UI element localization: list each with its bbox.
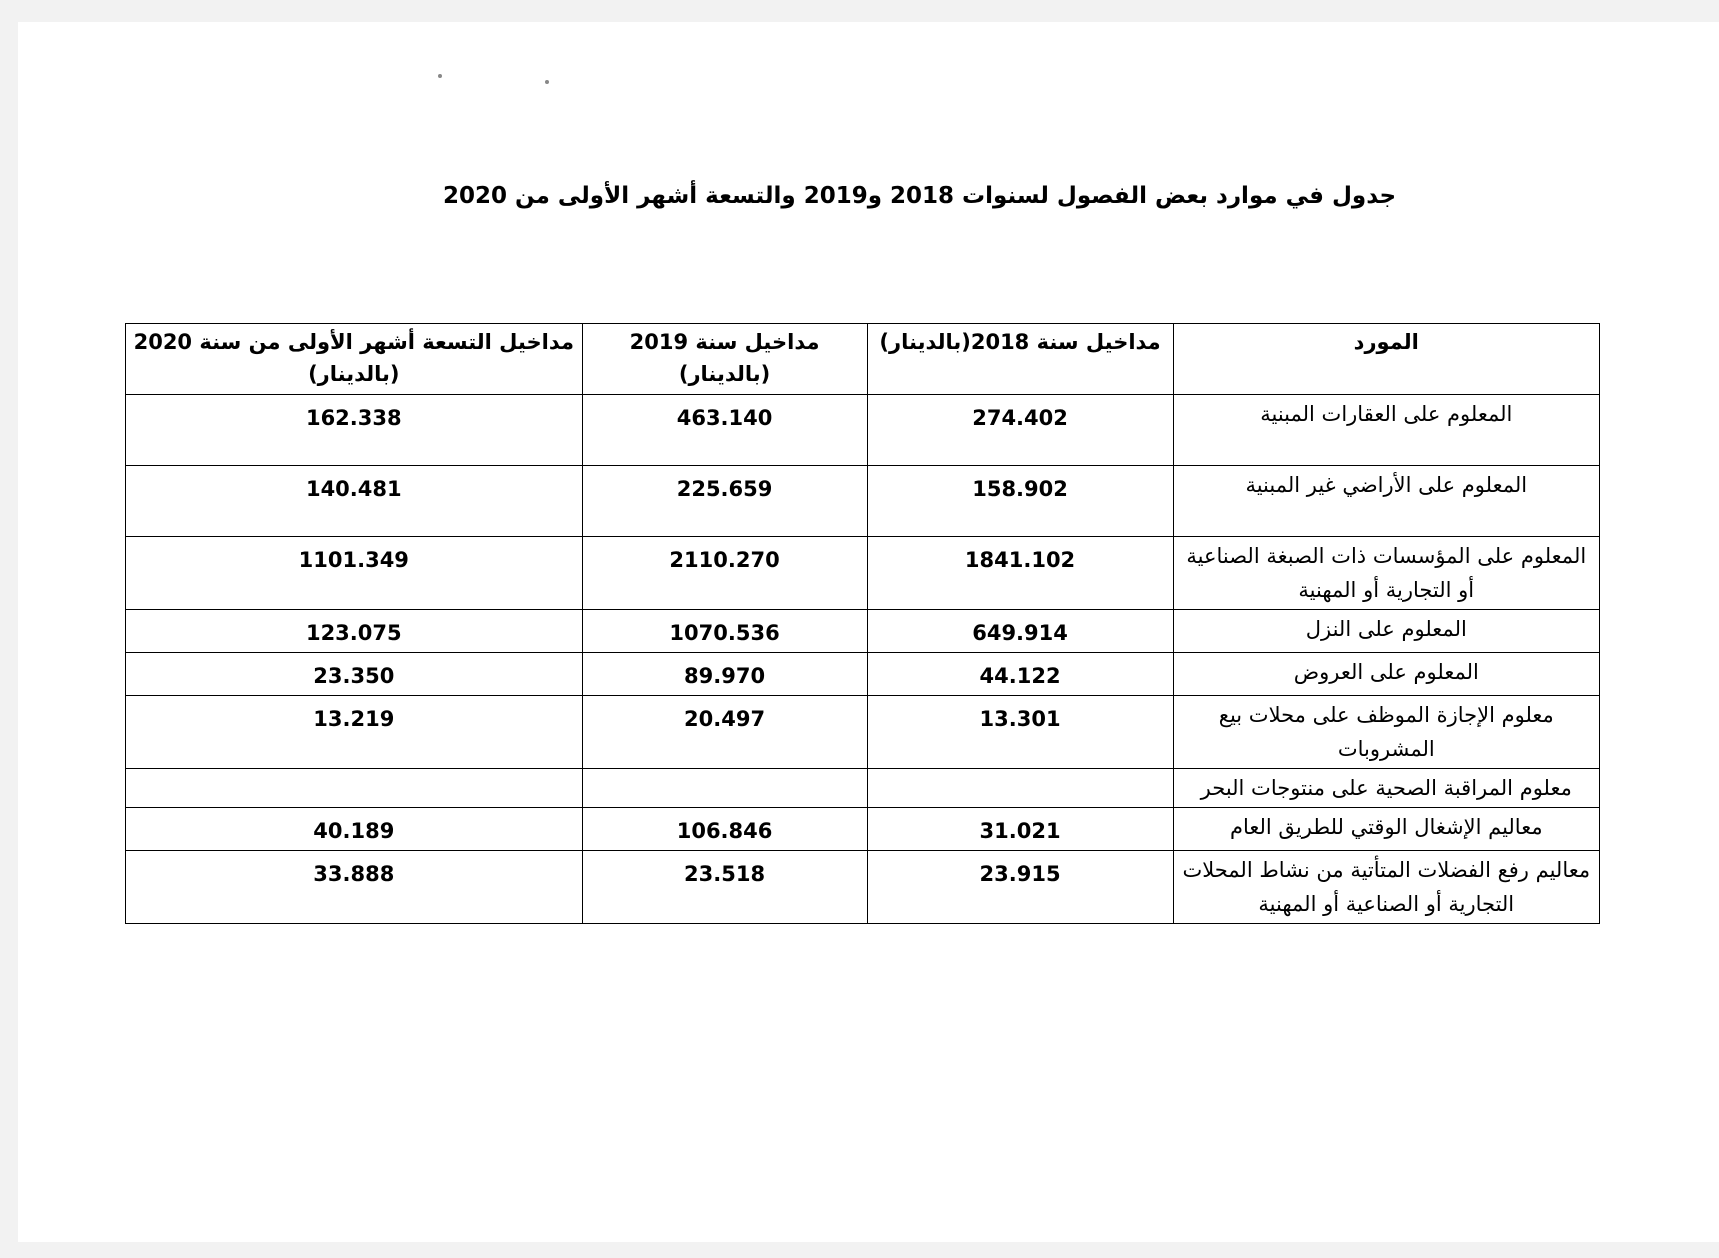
cell-2018: 1841.102 bbox=[867, 537, 1173, 610]
cell-resource: المعلوم على الأراضي غير المبنية bbox=[1173, 466, 1599, 537]
cell-2019: 225.659 bbox=[582, 466, 867, 537]
table-row bbox=[126, 696, 1600, 769]
table-row bbox=[126, 537, 1600, 610]
cell-2019: 106.846 bbox=[582, 808, 867, 851]
header-2020: مداخيل التسعة أشهر الأولى من سنة 2020 (بالدينار) bbox=[126, 324, 583, 395]
cell-2020: 162.338 bbox=[126, 395, 583, 466]
cell-2020: 23.350 bbox=[126, 653, 583, 696]
document-title-text: جدول في موارد بعض الفصول لسنوات 2018 و2019 والتسعة أشهر الأولى من 2020 bbox=[442, 183, 1397, 209]
cell-resource: معاليم رفع الفضلات المتأتية من نشاط المحلات التجارية أو الصناعية أو المهنية bbox=[1173, 851, 1599, 924]
cell-2019 bbox=[582, 769, 867, 808]
cell-2020 bbox=[126, 769, 583, 808]
table-row bbox=[126, 769, 1600, 808]
cell-2018: 649.914 bbox=[867, 610, 1173, 653]
cell-2019: 2110.270 bbox=[582, 537, 867, 610]
table-row bbox=[126, 466, 1600, 537]
table-row bbox=[126, 808, 1600, 851]
scan-speck bbox=[438, 74, 442, 78]
table-header-row bbox=[126, 324, 1600, 395]
table-row bbox=[126, 395, 1600, 466]
cell-2020: 13.219 bbox=[126, 696, 583, 769]
cell-resource: المعلوم على العقارات المبنية bbox=[1173, 395, 1599, 466]
cell-resource: معلوم الإجازة الموظف على محلات بيع المشروبات bbox=[1173, 696, 1599, 769]
cell-2018: 158.902 bbox=[867, 466, 1173, 537]
cell-2020: 33.888 bbox=[126, 851, 583, 924]
header-2019: مداخيل سنة 2019 (بالدينار) bbox=[582, 324, 867, 395]
table-row bbox=[126, 851, 1600, 924]
cell-2019: 23.518 bbox=[582, 851, 867, 924]
document-title bbox=[0, 183, 1719, 209]
cell-2018: 13.301 bbox=[867, 696, 1173, 769]
header-resource: المورد bbox=[1173, 324, 1599, 395]
cell-resource: معلوم المراقبة الصحية على منتوجات البحر bbox=[1173, 769, 1599, 808]
scan-speck bbox=[545, 80, 549, 84]
cell-resource: المعلوم على المؤسسات ذات الصبغة الصناعية أو التجارية أو المهنية bbox=[1173, 537, 1599, 610]
cell-2020: 140.481 bbox=[126, 466, 583, 537]
cell-2020: 1101.349 bbox=[126, 537, 583, 610]
cell-2020: 40.189 bbox=[126, 808, 583, 851]
cell-resource: المعلوم على النزل bbox=[1173, 610, 1599, 653]
revenue-table bbox=[125, 323, 1600, 924]
cell-2018: 31.021 bbox=[867, 808, 1173, 851]
cell-2018: 44.122 bbox=[867, 653, 1173, 696]
table-row bbox=[126, 653, 1600, 696]
table-row bbox=[126, 610, 1600, 653]
cell-2018: 23.915 bbox=[867, 851, 1173, 924]
header-2018: مداخيل سنة 2018(بالدينار) bbox=[867, 324, 1173, 395]
cell-resource: معاليم الإشغال الوقتي للطريق العام bbox=[1173, 808, 1599, 851]
cell-2019: 1070.536 bbox=[582, 610, 867, 653]
cell-2018: 274.402 bbox=[867, 395, 1173, 466]
cell-2019: 463.140 bbox=[582, 395, 867, 466]
cell-2020: 123.075 bbox=[126, 610, 583, 653]
cell-2018 bbox=[867, 769, 1173, 808]
cell-2019: 20.497 bbox=[582, 696, 867, 769]
cell-2019: 89.970 bbox=[582, 653, 867, 696]
cell-resource: المعلوم على العروض bbox=[1173, 653, 1599, 696]
